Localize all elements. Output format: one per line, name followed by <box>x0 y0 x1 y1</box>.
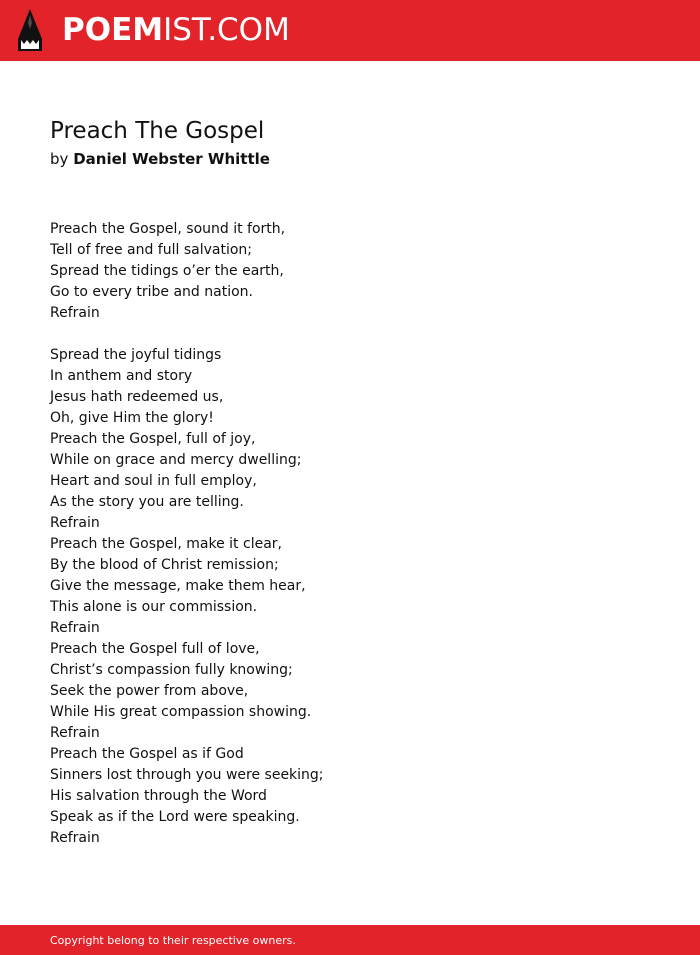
poem-line: Spread the tidings o’er the earth, <box>50 263 284 279</box>
poem-line: Oh, give Him the glory! <box>50 410 214 426</box>
poem-line: Preach the Gospel as if God <box>50 746 244 762</box>
poem-line: Speak as if the Lord were speaking. <box>50 809 300 825</box>
logo-text-light: IST.COM <box>163 12 290 48</box>
poem-line: Jesus hath redeemed us, <box>50 389 224 405</box>
poem-line: Preach the Gospel full of love, <box>50 641 260 657</box>
poem-line: This alone is our commission. <box>50 599 258 615</box>
by-label: by <box>50 150 69 168</box>
poem-line: Preach the Gospel, make it clear, <box>50 536 282 552</box>
poem-title: Preach The Gospel <box>50 118 265 144</box>
poem-line: By the blood of Christ remission; <box>50 557 279 573</box>
poem-line: Refrain <box>50 620 100 636</box>
poem-line: Refrain <box>50 305 100 321</box>
poem-line: Refrain <box>50 515 100 531</box>
poem-line: While His great compassion showing. <box>50 704 312 720</box>
poem-line: His salvation through the Word <box>50 788 267 804</box>
poem-line: Refrain <box>50 725 100 741</box>
header-bar <box>0 0 700 61</box>
footer-bar <box>0 925 700 955</box>
poem-line: Christ’s compassion fully knowing; <box>50 662 293 678</box>
stanza-gap <box>50 324 324 345</box>
poem-line: Seek the power from above, <box>50 683 249 699</box>
poem-line: As the story you are telling. <box>50 494 244 510</box>
poem-line: Preach the Gospel, full of joy, <box>50 431 256 447</box>
pen-nib-icon <box>18 9 42 51</box>
poem-line: Preach the Gospel, sound it forth, <box>50 221 286 237</box>
poem-line: Refrain <box>50 830 100 846</box>
poem-line: Heart and soul in full employ, <box>50 473 257 489</box>
logo-text-bold: POEM <box>62 12 164 48</box>
poem-line: While on grace and mercy dwelling; <box>50 452 302 468</box>
footer-copyright: Copyright belong to their respective owners. <box>50 934 296 947</box>
poem-byline <box>50 149 270 169</box>
poem-line: Give the message, make them hear, <box>50 578 306 594</box>
poem-line: In anthem and story <box>50 368 193 384</box>
poem-line: Sinners lost through you were seeking; <box>50 767 324 783</box>
poem-line: Go to every tribe and nation. <box>50 284 253 300</box>
site-logo[interactable] <box>62 12 290 48</box>
poem-line: Spread the joyful tidings <box>50 347 222 363</box>
poem-body <box>50 219 324 849</box>
poem-author: Daniel Webster Whittle <box>73 150 270 168</box>
poem-line: Tell of free and full salvation; <box>50 242 252 258</box>
